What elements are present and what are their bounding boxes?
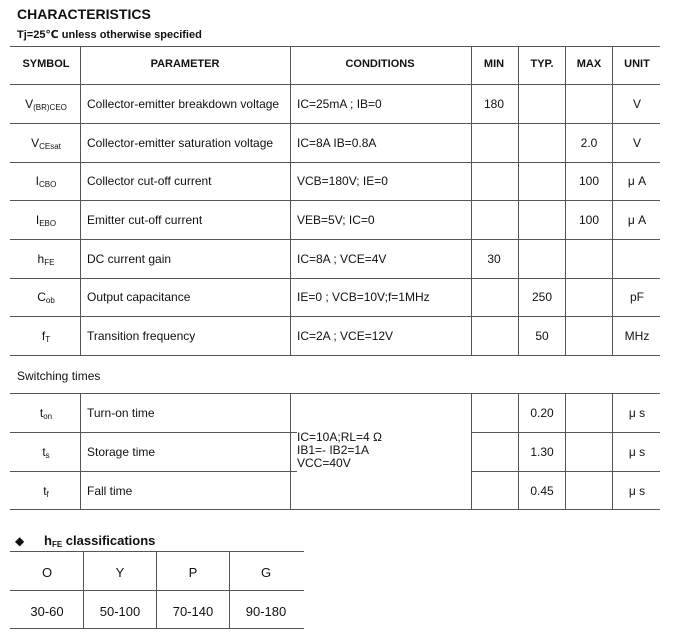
table-row-rule	[10, 123, 660, 124]
switching-row-rule	[10, 393, 660, 394]
table-column-divider	[80, 46, 81, 355]
switching-column-divider	[612, 393, 613, 509]
param-breakdown: Collector-emitter breakdown voltage	[87, 97, 280, 111]
diamond-bullet-icon: ◆	[15, 534, 25, 548]
page-subtitle: Tj=25℃ unless otherwise specified	[17, 29, 202, 41]
cond-row4: VEB=5V; IC=0	[297, 213, 375, 227]
unit-ton: μ s	[628, 406, 646, 420]
param-collector-cutoff: Collector cut-off current	[87, 174, 212, 188]
header-symbol: SYMBOL	[22, 58, 70, 70]
switching-conditions	[297, 431, 382, 470]
class-table-rule	[10, 590, 304, 591]
class-table-rule	[10, 628, 304, 629]
unit-row1: V	[632, 97, 642, 111]
table-column-divider	[518, 46, 519, 355]
switching-cond-line2: IB1=- IB2=1A	[297, 443, 370, 457]
max-row4: 100	[578, 213, 600, 227]
typ-ton: 0.20	[530, 406, 554, 420]
switching-column-divider	[80, 393, 81, 509]
cond-row2: IC=8A IB=0.8A	[297, 136, 377, 150]
symbol-hfe: $h_{FE}$	[37, 252, 55, 267]
cond-row3: VCB=180V; IE=0	[297, 174, 388, 188]
typ-row6: 250	[531, 290, 553, 304]
cond-row5: IC=8A ; VCE=4V	[297, 252, 387, 266]
switching-column-divider	[290, 393, 291, 509]
unit-row6: pF	[629, 290, 645, 304]
unit-row4: μ A	[627, 213, 647, 227]
header-parameter: PARAMETER	[150, 58, 220, 70]
table-column-divider	[471, 46, 472, 355]
class-value-g: 90-180	[245, 604, 287, 619]
unit-tf: μ s	[628, 484, 646, 498]
unit-ts: μ s	[628, 445, 646, 459]
class-table-divider	[229, 551, 230, 628]
class-header-o: O	[41, 565, 53, 580]
table-row-rule	[10, 355, 660, 356]
switching-cond-line1: IC=10A;RL=4 Ω	[297, 430, 383, 444]
switching-times-label: Switching times	[17, 369, 101, 383]
header-typ: TYP.	[530, 58, 554, 70]
table-column-divider	[612, 46, 613, 355]
switching-column-divider	[518, 393, 519, 509]
param-emitter-cutoff: Emitter cut-off current	[87, 213, 203, 227]
page-title: CHARACTERISTICS	[17, 6, 151, 22]
switching-column-divider	[471, 393, 472, 509]
switching-row-rule	[10, 509, 660, 510]
typ-row7: 50	[535, 329, 549, 343]
symbol-icbo: $I_{CBO}$	[35, 174, 57, 189]
min-row1: 180	[483, 97, 505, 111]
header-conditions: CONDITIONS	[345, 58, 415, 70]
symbol-ft: $f_T$	[41, 329, 51, 344]
table-column-divider	[565, 46, 566, 355]
param-transition-frequency: Transition frequency	[87, 329, 196, 343]
symbol-ton: $t_{on}$	[39, 406, 53, 421]
table-row-rule	[10, 46, 660, 47]
cond-row7: IC=2A ; VCE=12V	[297, 329, 394, 343]
table-row-rule	[10, 239, 660, 240]
param-saturation: Collector-emitter saturation voltage	[87, 136, 274, 150]
unit-row2: V	[632, 136, 642, 150]
table-row-rule	[10, 200, 660, 201]
symbol-ts: $t_s$	[42, 445, 50, 460]
table-row-rule	[10, 84, 660, 85]
param-storage-time: Storage time	[87, 445, 156, 459]
switching-row-rule	[10, 432, 297, 433]
header-max: MAX	[576, 58, 602, 70]
classifications-title: $h_{FE}$ classifications	[44, 533, 156, 549]
class-header-y: Y	[115, 565, 125, 580]
param-output-capacitance: Output capacitance	[87, 290, 191, 304]
symbol-vcesat: $V_{CEsat}$	[31, 136, 61, 151]
cond-row6: IE=0 ; VCB=10V;f=1MHz	[297, 290, 430, 304]
param-turn-on-time: Turn-on time	[87, 406, 155, 420]
header-unit: UNIT	[624, 58, 650, 70]
class-table-rule	[10, 551, 304, 552]
class-value-y: 50-100	[99, 604, 141, 619]
class-header-g: G	[260, 565, 272, 580]
class-value-p: 70-140	[172, 604, 214, 619]
table-row-rule	[10, 162, 660, 163]
max-row3: 100	[578, 174, 600, 188]
symbol-tf: $t_f$	[43, 484, 49, 499]
symbol-vbrceo: $V_{(BR)CEO}$	[25, 97, 67, 112]
header-min: MIN	[483, 58, 505, 70]
typ-ts: 1.30	[530, 445, 554, 459]
switching-row-rule	[10, 471, 297, 472]
unit-row3: μ A	[627, 174, 647, 188]
class-table-divider	[83, 551, 84, 628]
switching-cond-line3: VCC=40V	[297, 456, 351, 470]
max-row2: 2.0	[580, 136, 598, 150]
param-fall-time: Fall time	[87, 484, 133, 498]
class-value-o: 30-60	[30, 604, 64, 619]
symbol-cob: $C_{ob}$	[37, 290, 55, 305]
unit-row7: MHz	[624, 329, 650, 343]
typ-tf: 0.45	[530, 484, 554, 498]
class-header-p: P	[188, 565, 198, 580]
table-row-rule	[10, 278, 660, 279]
cond-row1: IC=25mA ; IB=0	[297, 97, 382, 111]
param-dc-gain: DC current gain	[87, 252, 172, 266]
class-table-divider	[156, 551, 157, 628]
switching-column-divider	[565, 393, 566, 509]
table-column-divider	[290, 46, 291, 355]
symbol-iebo: $I_{EBO}$	[35, 213, 57, 228]
table-row-rule	[10, 316, 660, 317]
min-row5: 30	[487, 252, 501, 266]
